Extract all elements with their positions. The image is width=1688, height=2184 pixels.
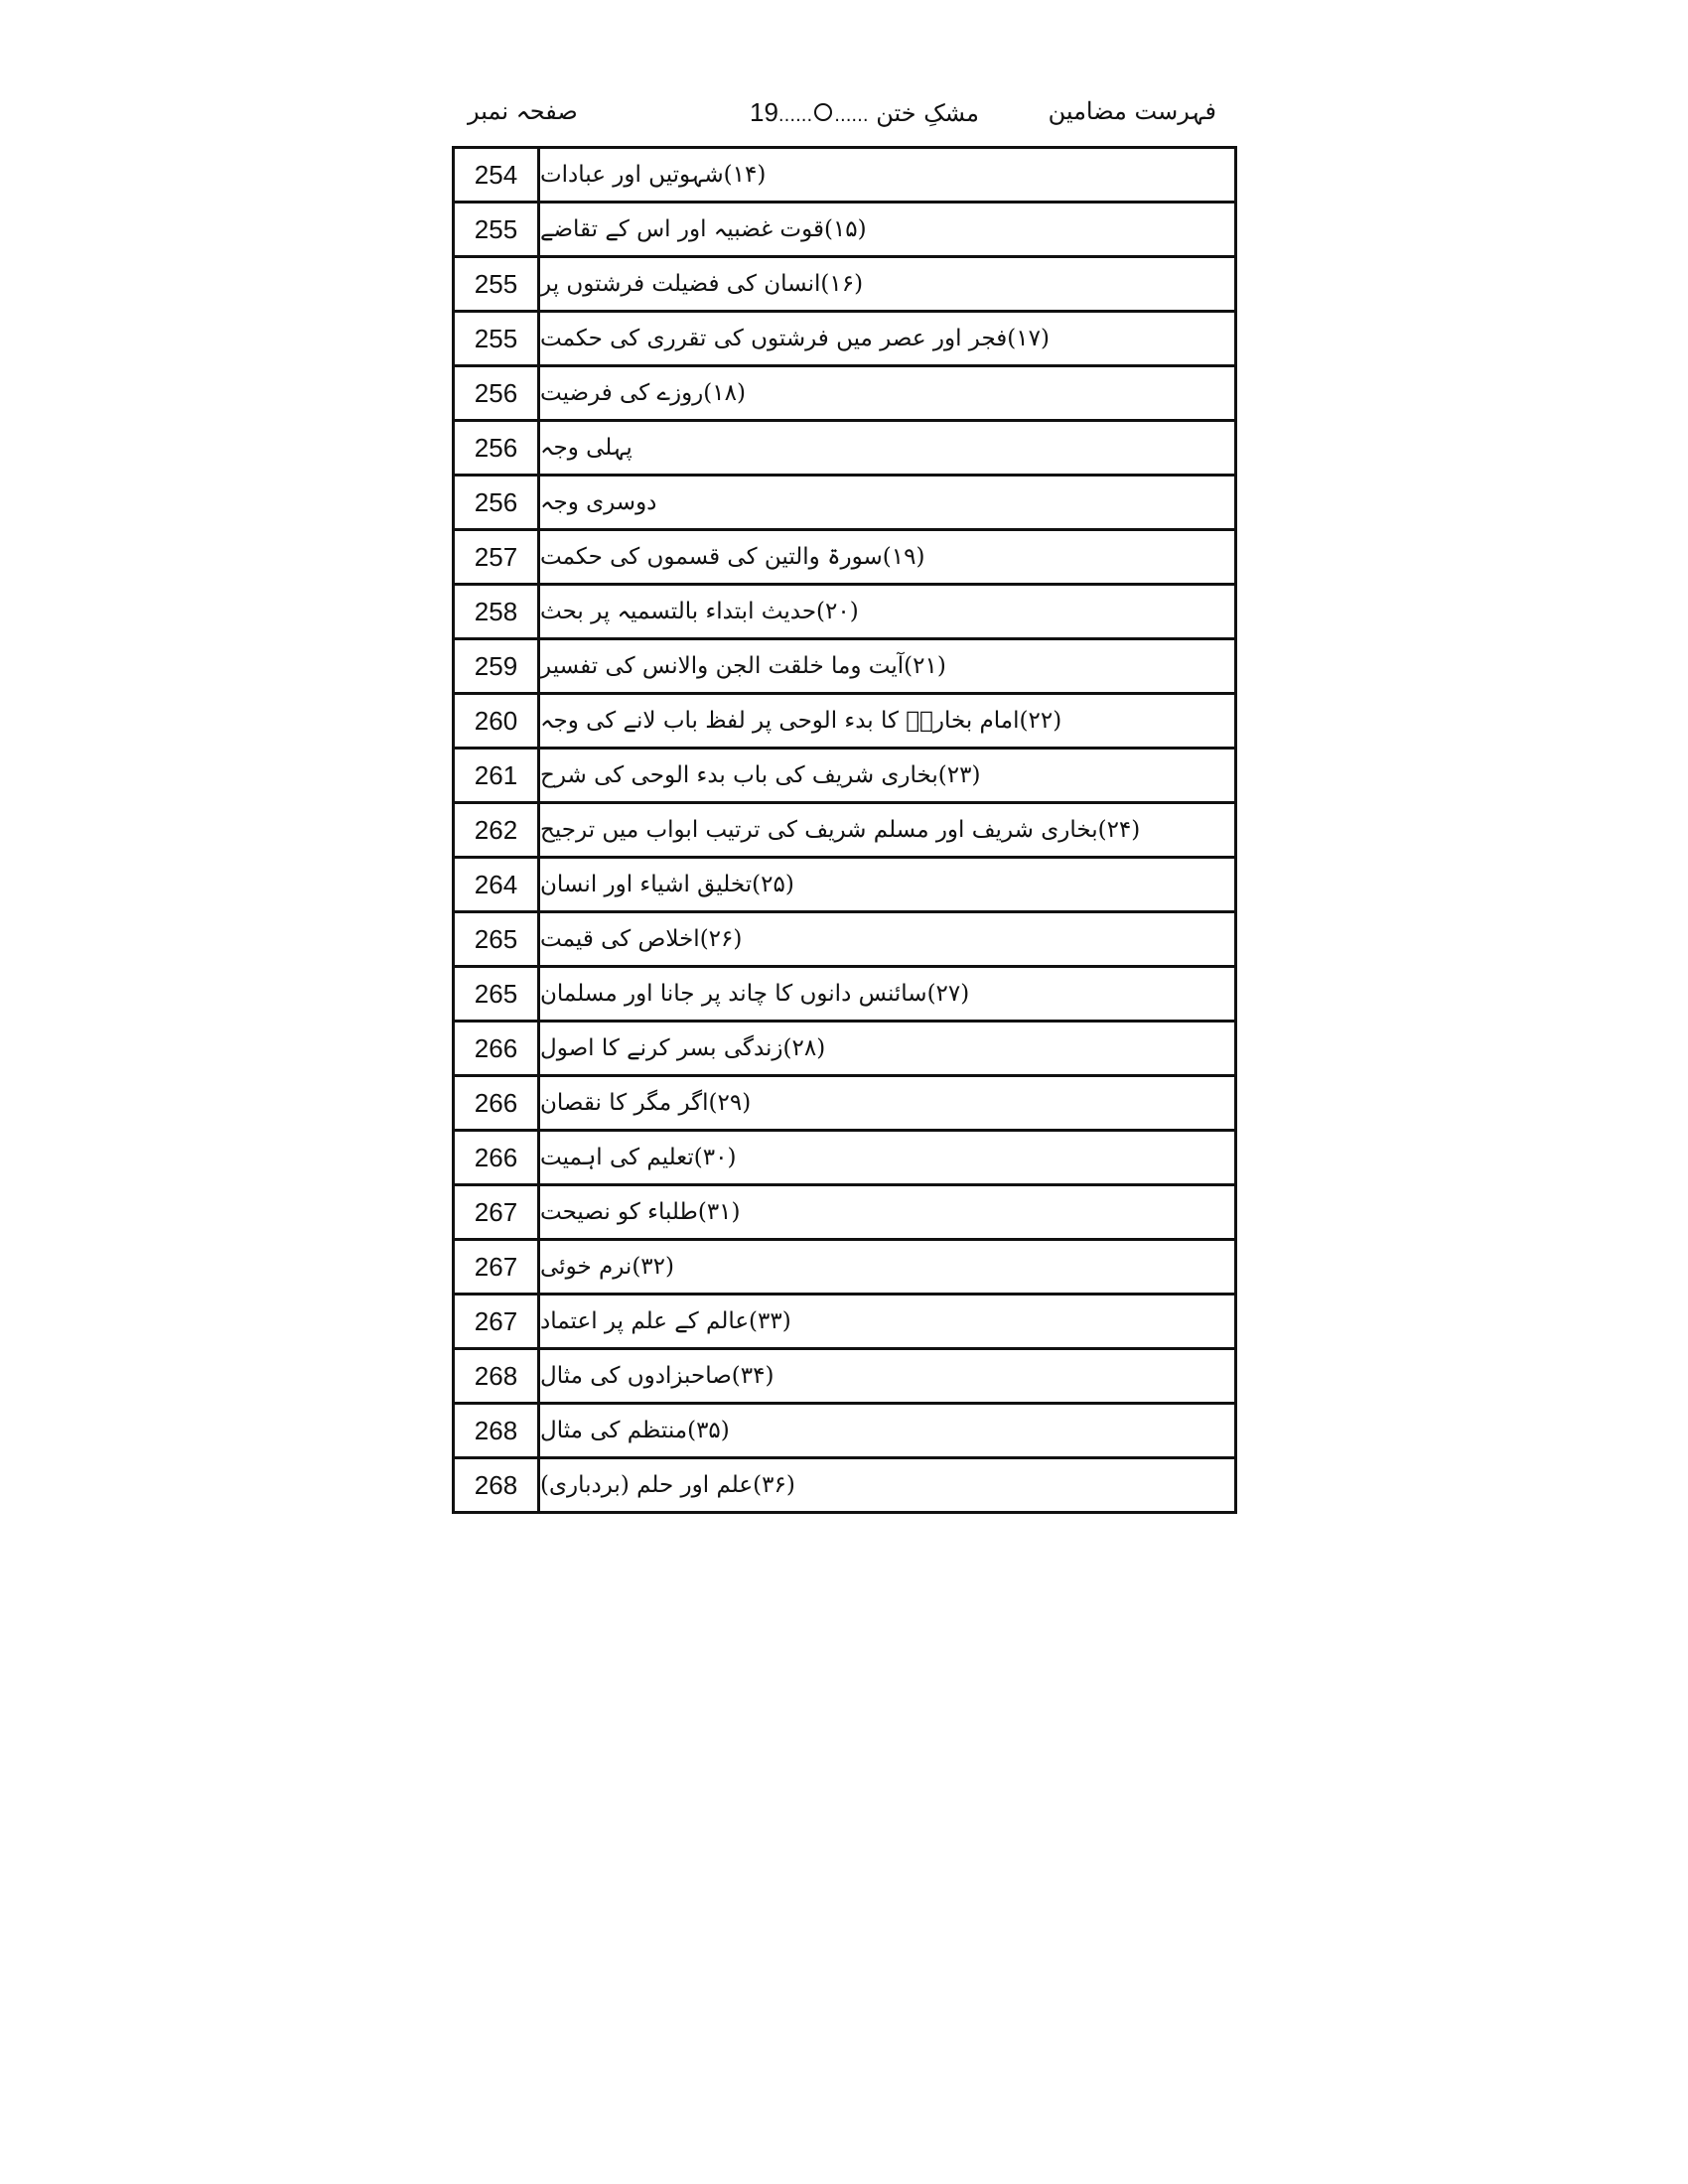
toc-entry-title: (۲۰)حدیث ابتداء بالتسمیہ پر بحث — [540, 599, 859, 624]
leader-dots: ...... — [777, 105, 813, 126]
toc-row — [455, 313, 1234, 367]
toc-row — [455, 913, 1234, 968]
toc-page-number: 255 — [455, 258, 540, 310]
toc-row — [455, 1241, 1234, 1296]
toc-row — [455, 1077, 1234, 1132]
toc-entry-title: (۳۵)منتظم کی مثال — [540, 1418, 730, 1443]
section-title: فہرست مضامین — [1048, 97, 1216, 125]
toc-page-number: 257 — [455, 531, 540, 583]
toc-page-number: 260 — [455, 695, 540, 747]
toc-entry-title: (۱۸)روزے کی فرضیت — [540, 380, 746, 406]
toc-page-number: 268 — [455, 1459, 540, 1511]
toc-entry-title: (۲۵)تخلیق اشیاء اور انسان — [540, 872, 794, 897]
toc-entry-title: (۲۶)اخلاص کی قیمت — [540, 926, 743, 952]
toc-entry-title: (۱۶)انسان کی فضیلت فرشتوں پر — [540, 271, 864, 297]
leader-dots: ...... — [834, 105, 869, 126]
toc-row — [455, 1132, 1234, 1186]
toc-page-number: 256 — [455, 367, 540, 419]
toc-page-number: 256 — [455, 477, 540, 528]
book-title: مشکِ ختن — [876, 99, 979, 127]
toc-entry-title: (۳۲)نرم خوئی — [540, 1254, 674, 1280]
toc-page-number: 261 — [455, 750, 540, 801]
toc-page-number: 267 — [455, 1241, 540, 1293]
toc-entry-title: (۱۷)فجر اور عصر میں فرشتوں کی تقرری کی حکمت — [540, 326, 1050, 351]
toc-page-number: 266 — [455, 1132, 540, 1183]
toc-row — [455, 204, 1234, 258]
toc-entry-title: (۲۳)بخاری شریف کی باب بدء الوحی کی شرح — [540, 762, 981, 788]
toc-entry-title: (۱۹)سورۃ والتین کی قسموں کی حکمت — [540, 544, 925, 570]
toc-row — [455, 640, 1234, 695]
toc-page-number: 266 — [455, 1023, 540, 1074]
toc-row — [455, 804, 1234, 859]
toc-row — [455, 149, 1234, 204]
toc-page-number: 267 — [455, 1186, 540, 1238]
toc-row — [455, 1350, 1234, 1405]
toc-page-number: 264 — [455, 859, 540, 910]
page-number-column-label: صفحہ نمبر — [468, 97, 578, 125]
toc-row — [455, 968, 1234, 1023]
toc-entry-title: (۳۶)علم اور حلم (بردباری) — [540, 1472, 795, 1498]
page-header — [452, 95, 1236, 139]
toc-row — [455, 258, 1234, 313]
toc-row — [455, 1296, 1234, 1350]
toc-entry-title: دوسری وجہ — [540, 489, 657, 515]
toc-page-number: 265 — [455, 913, 540, 965]
toc-row — [455, 531, 1234, 586]
toc-row — [455, 367, 1234, 422]
circle-ornament-icon — [814, 103, 832, 121]
toc-page-number: 266 — [455, 1077, 540, 1129]
toc-entry-title: (۲۱)آیت وما خلقت الجن والانس کی تفسیر — [540, 653, 946, 679]
toc-row — [455, 1023, 1234, 1077]
toc-page-number: 255 — [455, 204, 540, 255]
page-number: 19 — [750, 97, 778, 127]
toc-row — [455, 1405, 1234, 1459]
toc-entry-title: (۳۴)صاحبزادوں کی مثال — [540, 1363, 774, 1389]
toc-entry-title: (۱۴)شہوتیں اور عبادات — [540, 162, 767, 188]
toc-entry-title: (۲۷)سائنس دانوں کا چاند پر جانا اور مسلمان — [540, 981, 970, 1007]
toc-page-number: 258 — [455, 586, 540, 637]
toc-row — [455, 750, 1234, 804]
toc-page-number: 265 — [455, 968, 540, 1020]
toc-entry-title: (۲۸)زندگی بسر کرنے کا اصول — [540, 1035, 826, 1061]
toc-page-number: 267 — [455, 1296, 540, 1347]
toc-page-number: 268 — [455, 1350, 540, 1402]
toc-row — [455, 477, 1234, 531]
toc-entry-title: پہلی وجہ — [540, 435, 633, 461]
toc-page-number: 254 — [455, 149, 540, 201]
running-header — [750, 97, 979, 128]
toc-entry-title: (۲۲)امام بخاریؒ کا بدء الوحی پر لفظ باب لانے کی وجہ — [540, 708, 1062, 734]
toc-row — [455, 859, 1234, 913]
toc-row — [455, 695, 1234, 750]
table-of-contents — [452, 146, 1237, 1514]
toc-page-number: 259 — [455, 640, 540, 692]
toc-entry-title: (۲۹)اگر مگر کا نقصان — [540, 1090, 752, 1116]
toc-row — [455, 1459, 1234, 1514]
toc-entry-title: (۳۰)تعلیم کی اہمیت — [540, 1145, 737, 1170]
toc-page-number: 262 — [455, 804, 540, 856]
toc-page-number: 255 — [455, 313, 540, 364]
toc-entry-title: (۱۵)قوت غضبیہ اور اس کے تقاضے — [540, 216, 867, 242]
toc-entry-title: (۳۱)طلباء کو نصیحت — [540, 1199, 741, 1225]
toc-row — [455, 586, 1234, 640]
toc-entry-title: (۲۴)بخاری شریف اور مسلم شریف کی ترتیب ابواب میں ترجیح — [540, 817, 1141, 843]
toc-page-number: 256 — [455, 422, 540, 474]
toc-row — [455, 1186, 1234, 1241]
toc-entry-title: (۳۳)عالم کے علم پر اعتماد — [540, 1308, 791, 1334]
toc-row — [455, 422, 1234, 477]
toc-page-number: 268 — [455, 1405, 540, 1456]
